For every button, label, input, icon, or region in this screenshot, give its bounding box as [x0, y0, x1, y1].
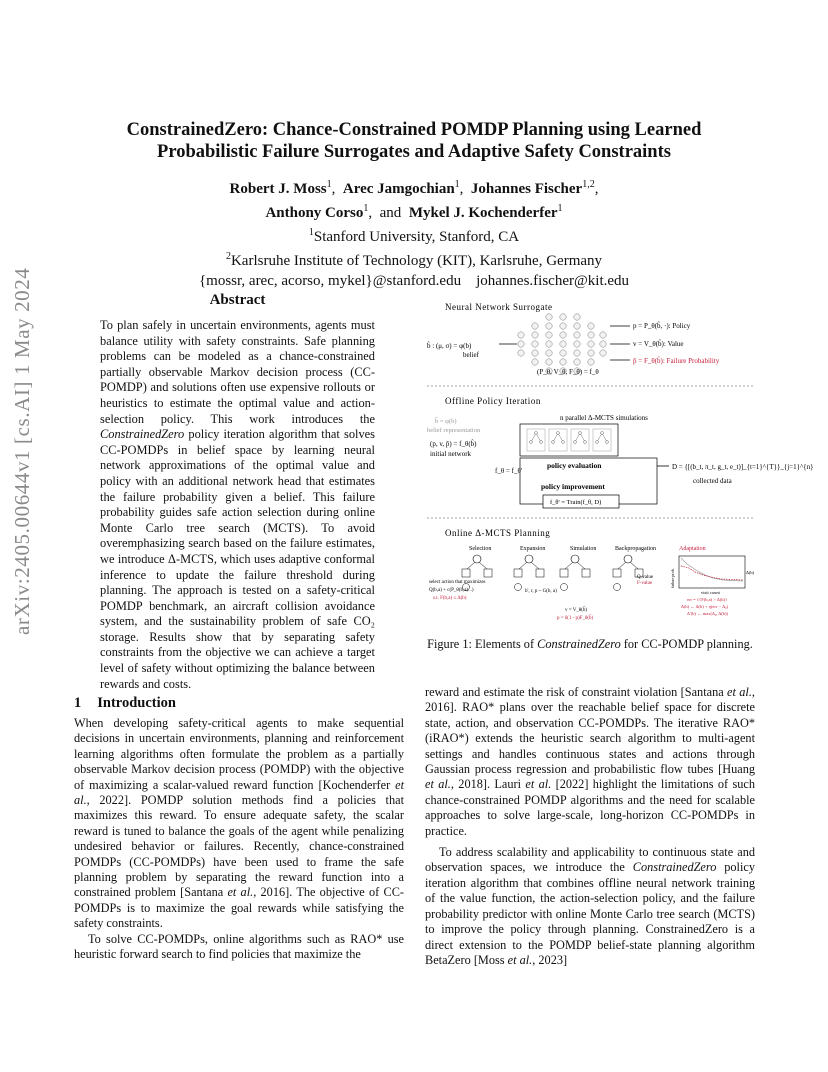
author-block	[80, 175, 748, 291]
fig-mcts-action	[560, 569, 568, 577]
author-moss: Robert J. Moss	[229, 181, 327, 197]
body-text: policy iteration algorithm that combines offline neural network training of the value function, the action-selection policy, and the failure probability predictor with online Monte Carlo tree search (MCTS) to improve the policy through planning. ConstrainedZero is a direct extension to the POMDP belief-state planning algorithm BetaZero [Moss	[425, 860, 755, 967]
body-text: reward and estimate the risk of constraint violation [Santana	[425, 685, 728, 699]
fig-mcts-action	[613, 569, 621, 577]
fig-mcts-action	[582, 569, 590, 577]
fig-network-node	[588, 359, 594, 365]
fig-ad-label: Δ(b)	[746, 570, 755, 575]
author-corso: Anthony Corso	[265, 205, 364, 221]
fig-tree-node	[606, 441, 609, 444]
right-paragraph-1	[425, 685, 755, 839]
author-line-2: Anthony Corso$^1$, and Mykel J. Kochenderfer$^1$	[265, 203, 563, 221]
body-emph: et al.	[74, 777, 404, 808]
fig-initial-net: initial network	[430, 450, 472, 458]
fig-network-node	[600, 341, 606, 347]
fig-mcts-edge	[618, 562, 626, 569]
body-text: , 2016]. The objective of CC-POMDPs is to maximize the goal rewards while satisfying the safety constraints.	[74, 885, 404, 931]
fig-network-node	[546, 341, 552, 347]
fig-network-node	[574, 332, 580, 338]
fig-stage-expansion: Expansion	[520, 546, 546, 552]
body-emph: et al.	[525, 777, 552, 792]
fig-network-node	[532, 350, 538, 356]
fig-tree-node	[552, 441, 555, 444]
fig-tree-node	[557, 432, 560, 435]
figure-caption	[425, 637, 755, 652]
caption-text: for CC-POMDP planning.	[620, 637, 753, 651]
fig-network-node	[574, 314, 580, 320]
title-line-2: Probabilistic Failure Surrogates and Adaptive Safety Constraints	[157, 142, 671, 162]
fig-mcts-trees	[462, 555, 643, 591]
author-sup: 1	[363, 203, 369, 214]
fig-network-node	[560, 359, 566, 365]
fig-network-node	[546, 314, 552, 320]
body-text: , 2016]. RAO* plans over the reachable belief space for discrete state, action, and observation CC-POMDPs. The iterative RAO* (iRAO*) extends the heuristic search algorithm to multi-agent settings and handles continuous states and actions through Gaussian process regression and probabilistic flow tubes [Huang	[425, 685, 755, 777]
fig-tree-node	[601, 432, 604, 435]
fig-ad-ylabel: failure prob.	[670, 568, 675, 588]
fig-tree-node	[540, 441, 543, 444]
body-emph: et al.	[425, 777, 451, 792]
fig-exp-eq: b', r, p ~ G(b, a)	[525, 589, 557, 594]
fig-sel-text: select action that maximizes	[429, 580, 486, 585]
body-text: When developing safety-critical agents to make sequential decisions in uncertain environments, planning and reinforcement learning algorithms often formulate the problem as a partially observable Markov decision process (POMDP) with the objective of maximizing a scalar-valued reward function [Kochenderfer	[74, 716, 404, 792]
fig-belief-rep-label: belief representation	[427, 427, 481, 434]
author-emails: {mossr, arec, acorso, mykel}@stanford.edu johannes.fischer@kit.edu	[198, 273, 630, 289]
fig-belief-label: belief	[463, 351, 479, 359]
fig-f-assign: f_θ = f_θ'	[495, 467, 523, 475]
fig-mcts-edge	[577, 562, 585, 569]
intro-paragraph-1	[74, 716, 404, 932]
fig-stage-backprop: Backpropagation	[615, 546, 656, 552]
author-sup: 1	[454, 179, 460, 190]
fig-mcts-root	[473, 555, 481, 563]
section-number: 1	[74, 695, 82, 711]
fig-sim-eq2: p = δ(1 - p)F_θ(b̂)	[557, 616, 594, 621]
abstract-text: policy iteration algorithm that solves CC-POMDPs in belief space by learning neural network approximations of the optimal value and policy with an additional network head that estimates the failure probability given a belief. This failure probability guides safe action selection during online Monte Carlo tree search (MCTS). To avoid overemphasizing search based on the failure estimates, we introduce Δ-MCTS, which uses adaptive conformal inference to update the failure threshold during planning. The approach is tested on a safety-critical POMDP benchmark, an aircraft collision avoidance system, and the sustainability problem of safe CO₂ storage. Results show that by separating safety constraints from the objective we can achieve a target level of safety without optimizing the balance between rewards and costs.	[100, 427, 375, 691]
author-jamgochian: Arec Jamgochian	[342, 181, 455, 197]
fig-network-node	[588, 332, 594, 338]
fig-network-node	[574, 341, 580, 347]
title-line-1: ConstrainedZero: Chance-Constrained POMDP Planning using Learned	[126, 120, 702, 140]
fig-ad-eq3: Δ'(b) ← max(Δ₀, Δ(b))	[687, 611, 729, 616]
fig-tree-node	[596, 441, 599, 444]
fig-mcts-action	[536, 569, 544, 577]
fig-value-out: v = V_θ(b̂): Value	[633, 340, 684, 348]
fig-network-node	[574, 350, 580, 356]
fig-mcts-root	[624, 555, 632, 563]
fig-tree-node	[584, 441, 587, 444]
fig-ad-eq2: Δ(b) ← Δ(b) + η(err − Δ₀)	[681, 604, 729, 609]
author-sup: 1	[557, 203, 563, 214]
body-text: , 2023]	[532, 952, 568, 967]
author-kochenderfer: Mykel J. Kochenderfer	[408, 205, 558, 221]
fig-tree-node	[530, 441, 533, 444]
fig-network-node	[546, 359, 552, 365]
fig-network-node	[532, 359, 538, 365]
fig-network-node	[532, 341, 538, 347]
arxiv-identifier: arXiv:2405.00644v1 [cs.AI] 1 May 2024	[10, 267, 34, 635]
fig-mcts-edge	[479, 562, 487, 569]
fig-data-eq: D = {[(b_t, π_t, g_t, e_t)]_{t=1}^{T}}_{j=1}^{n}	[672, 463, 814, 471]
affiliation-2	[80, 247, 748, 271]
fig-network-node	[588, 341, 594, 347]
fig-bp-q: Q-value	[637, 575, 654, 580]
abstract-emph: ConstrainedZero	[100, 427, 185, 442]
fig-stage-adaptation: Adaptation	[679, 546, 706, 552]
right-paragraph-2	[425, 845, 755, 968]
body-text: , 2022]. POMDP solution methods find a policies that maximizes this reward. To ensure adequate safety, the scalar reward is tuned to balance the goals of the agent while penalizing undesired behavior or failures. Recently, chance-constrained POMDPs (CC-POMDPs) have been used to frame the safe planning problem by separating the reward function into a constrained problem [Santana	[74, 793, 404, 900]
section-heading	[74, 695, 176, 712]
paper-title	[80, 119, 748, 163]
fig-network-node	[546, 350, 552, 356]
fig-offline-title: Offline Policy Iteration	[445, 396, 541, 406]
fig-bp-f: F-value	[637, 581, 653, 586]
intro-right-column	[425, 685, 755, 968]
fig-network-node	[532, 323, 538, 329]
figure-1	[425, 296, 814, 626]
fig-network-node	[560, 332, 566, 338]
author-sup: 1,2	[582, 179, 595, 190]
fig-net-label: (P_θ, V_θ, F_θ) = f_θ	[537, 368, 599, 376]
fig-ad-eq1: err = 1{F(b,a) > Δ(b)}	[687, 597, 728, 602]
fig-mcts-child	[614, 584, 621, 591]
fig-collected: collected data	[693, 477, 732, 485]
fig-network-node	[532, 332, 538, 338]
fig-network-node	[560, 323, 566, 329]
body-emph: et al.	[727, 685, 752, 699]
author-fischer: Johannes Fischer	[470, 181, 583, 197]
fig-mcts-root	[525, 555, 533, 563]
fig-net-tuple: (p, v, p̂) = f_θ(b̂)	[430, 440, 477, 448]
fig-online-title: Online Δ-MCTS Planning	[445, 528, 551, 538]
aff-text: Karlsruhe Institute of Technology (KIT), Karlsruhe, Germany	[230, 253, 603, 269]
affiliation-1	[80, 223, 748, 247]
fig-tree-node	[579, 432, 582, 435]
aff-sup: 1	[308, 227, 314, 238]
fig-network-node	[574, 323, 580, 329]
body-emph: et al.	[507, 952, 533, 967]
fig-mcts-edge	[467, 562, 475, 569]
fig-tree-node	[574, 441, 577, 444]
fig-mcts-child	[515, 584, 522, 591]
fig-network-node	[518, 341, 524, 347]
fig-parallel-label: n parallel Δ-MCTS simulations	[560, 414, 648, 422]
fig-network-node	[588, 323, 594, 329]
fig-mcts-edge	[531, 562, 539, 569]
fig-belief-eq: b̂ : (μ, σ) = φ(b)	[427, 342, 472, 350]
fig-mcts-edge	[630, 562, 638, 569]
fig-network-node	[600, 350, 606, 356]
intro-paragraph-2: To solve CC-POMDPs, online algorithms such as RAO* use heuristic forward search to find policies that maximize the	[74, 931, 404, 962]
fig-network-node	[588, 350, 594, 356]
fig-mcts-action	[484, 569, 492, 577]
fig-network-node	[600, 332, 606, 338]
fig-sel-sub: s.t. F(b,a) ≤ Δ(b)	[433, 596, 467, 601]
fig-ad-xlabel: visit count	[701, 590, 720, 595]
fig-adapt-plot	[679, 556, 745, 588]
aff-sup: 2	[225, 251, 231, 262]
body-text: To address scalability and applicability to continuous state and observation spaces, we introduce the	[425, 845, 755, 875]
section-title: Introduction	[97, 695, 176, 711]
fig-mcts-root	[571, 555, 579, 563]
fig-network-node	[546, 323, 552, 329]
aff-text: Stanford University, Stanford, CA	[313, 229, 520, 245]
fig-mcts-child	[561, 584, 568, 591]
author-line-1: Robert J. Moss$^1$, Arec Jamgochian$^1$, Johannes Fischer$^{1,2}$,	[229, 179, 599, 197]
abstract-text: To plan safely in uncertain environments, agents must balance utility with safety constraints. Safe planning problems can be modeled as a chance-constrained partially observable Markov decision process (CC-POMDP) and solutions often use expensive rollouts or heuristics to estimate the optimal value and action-selection policy. This work introduces the	[100, 318, 375, 426]
fig-tree-node	[535, 432, 538, 435]
body-emph: et al.	[227, 885, 254, 900]
fig-stage-selection: Selection	[469, 546, 492, 552]
fig-network-node	[546, 332, 552, 338]
fig-mcts-edge	[565, 562, 573, 569]
fig-belief-rep: b̂ = φ(b)	[435, 418, 457, 425]
caption-emph: ConstrainedZero	[537, 637, 621, 651]
intro-left-column	[74, 716, 404, 963]
abstract-body	[100, 318, 375, 692]
body-emph: ConstrainedZero	[632, 860, 717, 875]
fig-network-node	[560, 350, 566, 356]
fig-failure-out: p̂ = F_θ(b̂): Failure Probability	[633, 357, 720, 365]
fig-train-eq: f_θ' = Train(f_θ, D)	[550, 499, 602, 506]
fig-network-node	[518, 350, 524, 356]
fig-policy-out: p = P_θ(b̂, ·): Policy	[633, 322, 691, 330]
body-text: , 2018]. Lauri	[450, 777, 526, 792]
body-text: [2022] highlight the limitations of such chance-constrained POMDP algorithms and the need for scalable approaches to solve large-scale, long-horizon CC-POMDPs in practice.	[425, 777, 755, 838]
fig-sel-eq: Q(b,a) + c(P_θ(b,a)...)	[429, 588, 474, 593]
fig-policy-impr: policy improvement	[541, 482, 605, 491]
fig-network-node	[560, 341, 566, 347]
author-and: and	[379, 205, 402, 221]
author-sup: 1	[326, 179, 332, 190]
fig-network-nodes	[518, 314, 606, 374]
fig-network-node	[518, 332, 524, 338]
fig-network-node	[560, 314, 566, 320]
fig-mcts-action	[462, 569, 470, 577]
fig-tree-node	[562, 441, 565, 444]
fig-mcts-action	[514, 569, 522, 577]
fig-mcts-edge	[519, 562, 527, 569]
fig-nn-title: Neural Network Surrogate	[445, 302, 553, 312]
fig-stage-simulation: Simulation	[570, 546, 597, 552]
fig-sim-eq1: v = V_θ(b̂)	[565, 608, 588, 613]
caption-text: Figure 1: Elements of	[427, 637, 538, 651]
fig-policy-eval: policy evaluation	[547, 461, 602, 470]
fig-network-node	[574, 359, 580, 365]
abstract-heading: Abstract	[209, 292, 266, 308]
